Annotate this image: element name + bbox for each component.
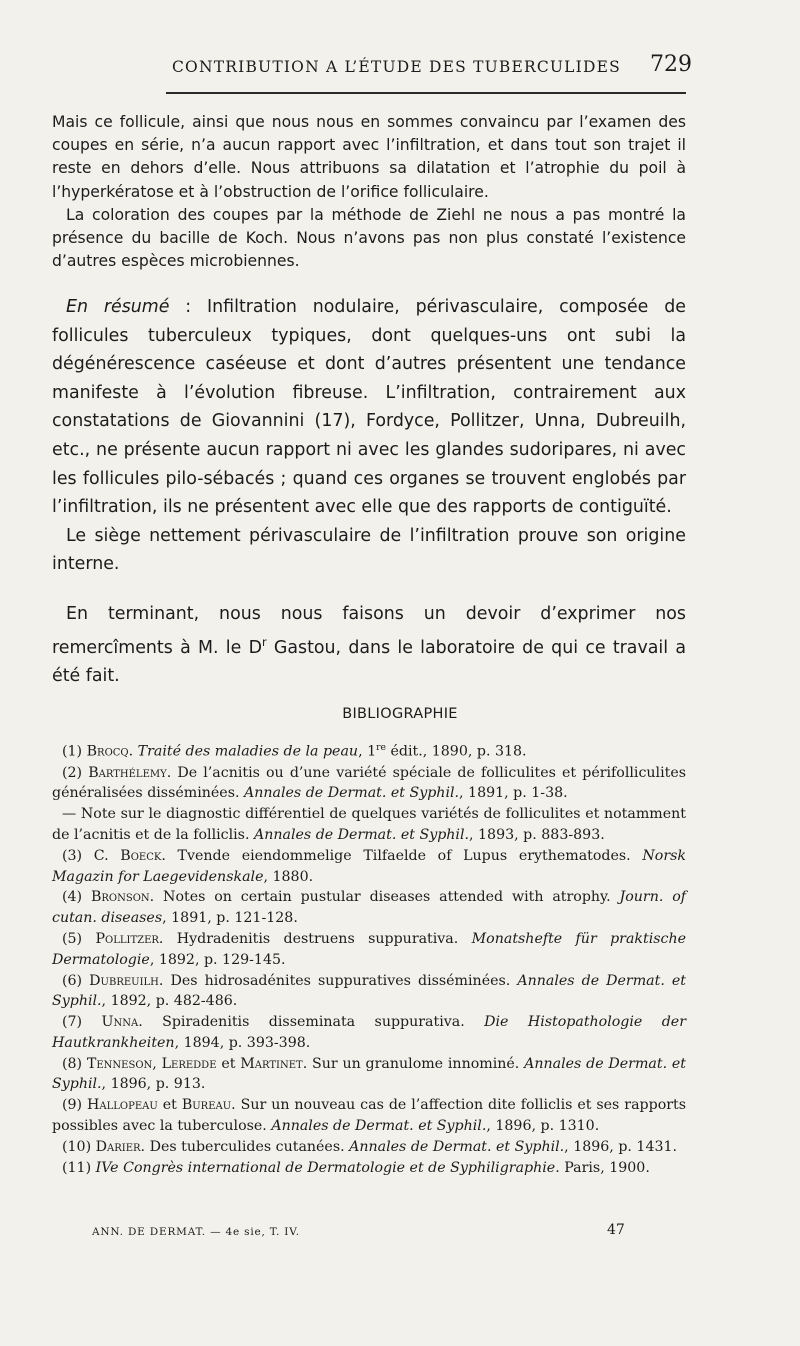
thanks-paragraph xyxy=(52,600,686,691)
origin-paragraph: Le siège nettement périvasculaire de l’infiltration prouve son origine interne. xyxy=(52,525,686,575)
entry-text: . Des hidrosadénites suppuratives disséminées. xyxy=(158,972,518,989)
footer-journal: ANN. DE DERMAT. — 4e sie, T. IV. xyxy=(92,1226,300,1238)
entry-details: , 1896, p. 913. xyxy=(101,1076,206,1093)
bibliography-entry xyxy=(52,846,686,888)
entry-work-title: Norsk Magazin for Laegevidenskale xyxy=(52,847,686,885)
entry-work-title: IVe Congrès international de Dermatologie et de Syphiligraphie xyxy=(95,1159,556,1176)
entry-details: . Paris, 1900. xyxy=(555,1159,650,1176)
entry-number: (10) xyxy=(62,1138,96,1155)
entry-work-title: Monatshefte für praktische Dermatologie xyxy=(52,930,687,968)
entry-text: . xyxy=(128,743,138,760)
bibliography-entry xyxy=(52,738,686,763)
entry-number: (6) xyxy=(62,972,90,989)
entry-details: , 1 xyxy=(358,743,377,760)
entry-details: , 1892, p. 482-486. xyxy=(101,993,238,1010)
entry-work-title: Annales de Dermat. et Syphil. xyxy=(271,1118,487,1135)
entry-author: Hallopeau xyxy=(87,1097,158,1114)
entry-work-title: Journ. of cutan. diseases xyxy=(52,889,686,927)
entry-author: Bronson xyxy=(90,889,150,906)
entry-text-2: . Sur un nouveau cas de l’affection dite folliclis et ses rapports possibles avec la tuberculose. xyxy=(52,1097,686,1135)
entry-work-title: Annales de Dermat. et Syphil. xyxy=(244,785,460,802)
bibliography-entry xyxy=(52,887,686,929)
bibliography-entry xyxy=(52,804,686,846)
entry-number: (3) xyxy=(62,847,94,864)
running-title: CONTRIBUTION A L’ÉTUDE DES TUBERCULIDES xyxy=(172,58,621,76)
entry-details: , 1880. xyxy=(263,868,314,885)
entry-text: et xyxy=(216,1055,241,1072)
entry-superscript: re xyxy=(376,742,386,753)
header-rule xyxy=(166,92,686,94)
intro-paragraph-2: La coloration des coupes par la méthode de Ziehl ne nous a pas montré la présence du bacille de Koch. Nous n’avons pas non plus constaté l’existence d’autres espèces microbiennes. xyxy=(52,205,686,271)
entry-text-2: . Sur un granulome innominé. xyxy=(302,1055,525,1072)
summary-text: : Infiltration nodulaire, périvasculaire, composée de follicules tuberculeux typiques, dont quelques-uns ont subi la dégénérescence caséeuse et dont d’autres présentent une tendance manifeste à l’évolution fibreuse. L’infiltration, contrairement aux constatations de Giovannini (17), Fordyce, Pollitzer, Unna, Dubreuilh, etc., ne présente aucun rapport ni avec les glandes sudoripares, ni avec les follicules pilo-sébacés ; quand ces organes se trouvent englobés par l’infiltration, ils ne présentent avec elle que des rapports de contiguïté. xyxy=(52,297,686,518)
entry-number: (4) xyxy=(62,889,91,906)
entry-number: (8) xyxy=(62,1055,87,1072)
bibliography-entry xyxy=(52,1054,686,1096)
bibliography-entry xyxy=(52,1095,686,1137)
thanks-text-a: En terminant, nous nous faisons un devoir d’exprimer nos remercîments à M. le D xyxy=(52,603,686,658)
entry-text: . Des tuberculides cutanées. xyxy=(140,1138,350,1155)
entry-author: Brocq xyxy=(86,743,129,760)
entry-author: Barthélemy xyxy=(88,764,167,781)
bibliography-entry xyxy=(52,1137,686,1158)
entry-author: Dubreuilh xyxy=(89,972,159,989)
bibliography-list xyxy=(52,738,686,1178)
entry-work-title: Traité des maladies de la peau xyxy=(137,743,359,760)
bibliography-entry xyxy=(52,763,686,805)
entry-author: Darier xyxy=(95,1138,141,1155)
entry-author: C. Boeck xyxy=(93,847,162,864)
summary-section xyxy=(52,293,686,691)
entry-text: . Hydradenitis destruens suppurativa. xyxy=(158,930,472,947)
entry-text: — Note sur le diagnostic différentiel de quelques variétés de folliculites et notamment de l’acnitis et de la folliclis. xyxy=(52,806,686,843)
bibliography-entry xyxy=(52,1012,686,1054)
entry-author-2: Martinet xyxy=(240,1055,303,1072)
page-header xyxy=(0,52,800,82)
intro-paragraph-1: Mais ce follicule, ainsi que nous nous en sommes convaincu par l’examen des coupes en série, n’a aucun rapport avec l’infiltration, et dans tout son trajet il reste en dehors d’elle. Nous attribuons sa dilatation et l’atrophie du poil à l’hyperkératose et à l’obstruction de l’orifice folliculaire. xyxy=(52,113,686,201)
entry-work-title: Annales de Dermat. et Syphil. xyxy=(52,1055,686,1093)
entry-number: (1) xyxy=(62,743,87,760)
entry-tail: édit., 1890, p. 318. xyxy=(385,743,527,760)
entry-text: . Tvende eiendommelige Tilfaelde of Lupus erythematodes. xyxy=(161,847,643,864)
summary-paragraph xyxy=(52,293,686,522)
intro-section xyxy=(52,111,686,273)
entry-number: (5) xyxy=(62,930,96,947)
entry-number: (9) xyxy=(62,1097,88,1114)
entry-author: Unna xyxy=(101,1014,139,1031)
entry-text: . De l’acnitis ou d’une variété spéciale de folliculites et périfolliculites généralisées disséminées. xyxy=(52,764,686,802)
entry-work-title: Annales de Dermat. et Syphil. xyxy=(52,972,686,1010)
entry-number: (2) xyxy=(62,764,89,781)
entry-text: . Spiradenitis disseminata suppurativa. xyxy=(138,1014,485,1031)
entry-details: , 1892, p. 129-145. xyxy=(149,951,286,968)
entry-work-title: Die Histopathologie der Hautkrankheiten xyxy=(52,1014,686,1051)
bibliography-entry xyxy=(52,929,686,971)
entry-author: Tenneson, Leredde xyxy=(86,1055,217,1072)
thanks-text-b: Gastou, dans le laboratoire de qui ce travail a été fait. xyxy=(52,637,686,686)
entry-details: , 1896, p. 1431. xyxy=(564,1138,678,1155)
entry-number: (11) xyxy=(62,1159,96,1176)
footer-signature: 47 xyxy=(607,1222,625,1238)
bibliography-entry xyxy=(52,971,686,1013)
entry-details: , 1891, p. 121-128. xyxy=(162,910,298,927)
bibliography-entry xyxy=(52,1158,686,1179)
bibliography-title: BIBLIOGRAPHIE xyxy=(342,706,458,722)
entry-author: Pollitzer xyxy=(95,930,159,947)
entry-details: , 1891, p. 1-38. xyxy=(459,785,568,802)
entry-number: (7) xyxy=(62,1014,102,1031)
entry-details: , 1894, p. 393-398. xyxy=(174,1034,311,1051)
entry-details: , 1896, p. 1310. xyxy=(486,1118,600,1135)
summary-lead: En résumé xyxy=(66,297,170,317)
entry-details: , 1893, p. 883-893. xyxy=(469,826,605,843)
entry-text: et xyxy=(157,1097,182,1114)
entry-text: . Notes on certain pustular diseases attended with atrophy. xyxy=(149,889,620,906)
entry-work-title: Annales de Dermat. et Syphil. xyxy=(349,1138,565,1155)
page-number: 729 xyxy=(650,52,692,77)
entry-author-2: Bureau xyxy=(181,1097,232,1114)
thanks-sup: r xyxy=(261,635,267,649)
entry-work-title: Annales de Dermat. et Syphil. xyxy=(253,826,470,843)
